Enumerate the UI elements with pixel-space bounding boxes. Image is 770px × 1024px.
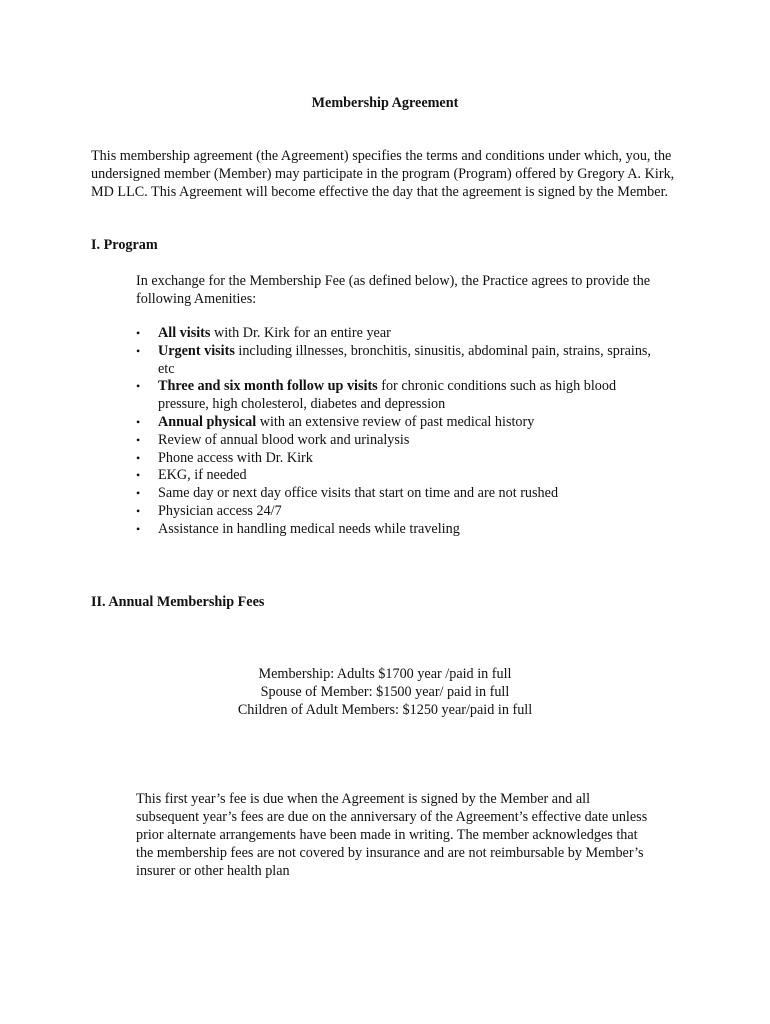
- amenity-text: with Dr. Kirk for an entire year: [210, 325, 391, 341]
- bullet-icon: •: [136, 432, 141, 447]
- fee-line: Membership: Adults $1700 year /paid in full: [258, 666, 512, 682]
- amenity-text: Review of annual blood work and urinalysis: [158, 431, 410, 448]
- fee-line: Spouse of Member: $1500 year/ paid in full: [260, 684, 510, 700]
- bullet-icon: •: [136, 521, 141, 536]
- bullet-icon: •: [136, 343, 141, 358]
- amenity-lead: Urgent visits: [158, 342, 235, 359]
- amenity-item: [136, 485, 656, 503]
- amenity-item: [136, 521, 656, 539]
- amenity-item: [136, 432, 656, 450]
- amenity-text: EKG, if needed: [158, 467, 247, 484]
- section-heading-fees: II. Annual Membership Fees: [91, 594, 265, 610]
- amenity-text: Phone access with Dr. Kirk: [158, 449, 313, 466]
- bullet-icon: •: [136, 326, 141, 340]
- amenity-text: Assistance in handling medical needs while traveling: [158, 520, 460, 537]
- section-heading-program: I. Program: [91, 237, 158, 253]
- amenity-item: [136, 467, 656, 485]
- amenity-text: including illnesses, bronchitis, sinusitis, abdominal pain, strains, sprains, etc: [158, 342, 651, 377]
- amenity-lead: Three and six month follow up visits: [158, 378, 378, 395]
- program-intro-paragraph: In exchange for the Membership Fee (as defined below), the Practice agrees to provide the following Amenities:: [136, 273, 651, 307]
- amenity-lead: All visits: [158, 325, 211, 341]
- bullet-icon: •: [136, 414, 141, 429]
- amenity-text: Same day or next day office visits that start on time and are not rushed: [158, 485, 559, 502]
- document-title: Membership Agreement: [311, 95, 459, 111]
- bullet-icon: •: [136, 379, 141, 394]
- amenity-item: [136, 503, 656, 521]
- amenity-text: Physician access 24/7: [158, 502, 282, 519]
- bullet-icon: •: [136, 450, 141, 465]
- amenity-item: [136, 378, 656, 414]
- amenity-text: for chronic conditions such as high blood pressure, high cholesterol, diabetes and depression: [158, 378, 617, 413]
- intro-paragraph: This membership agreement (the Agreement) specifies the terms and conditions under which, you, the undersigned member (Member) may participate in the program (Program) offered by Gregory A. Kirk, MD LLC. This Agreement will become effective the day that the agreement is signed by the Member.: [91, 148, 675, 200]
- amenity-item: [136, 414, 656, 432]
- amenities-list: [136, 325, 656, 539]
- amenity-text: with an extensive review of past medical history: [256, 413, 535, 430]
- bullet-icon: •: [136, 503, 141, 518]
- fee-line: Children of Adult Members: $1250 year/paid in full: [237, 702, 533, 718]
- amenity-item: [136, 450, 656, 468]
- fee-schedule: [0, 665, 770, 719]
- amenity-item: [136, 325, 656, 343]
- bullet-icon: •: [136, 468, 141, 483]
- bullet-icon: •: [136, 486, 141, 501]
- amenity-item: [136, 343, 656, 379]
- amenity-lead: Annual physical: [158, 413, 257, 430]
- payment-terms-paragraph: This first year’s fee is due when the Agreement is signed by the Member and all subsequent year’s fees are due on the anniversary of the Agreement’s effective date unless prior alternate arrangements have been made in writing. The member acknowledges that the membership fees are not covered by insurance and are not reimbursable by Member’s insurer or other health plan: [136, 791, 648, 879]
